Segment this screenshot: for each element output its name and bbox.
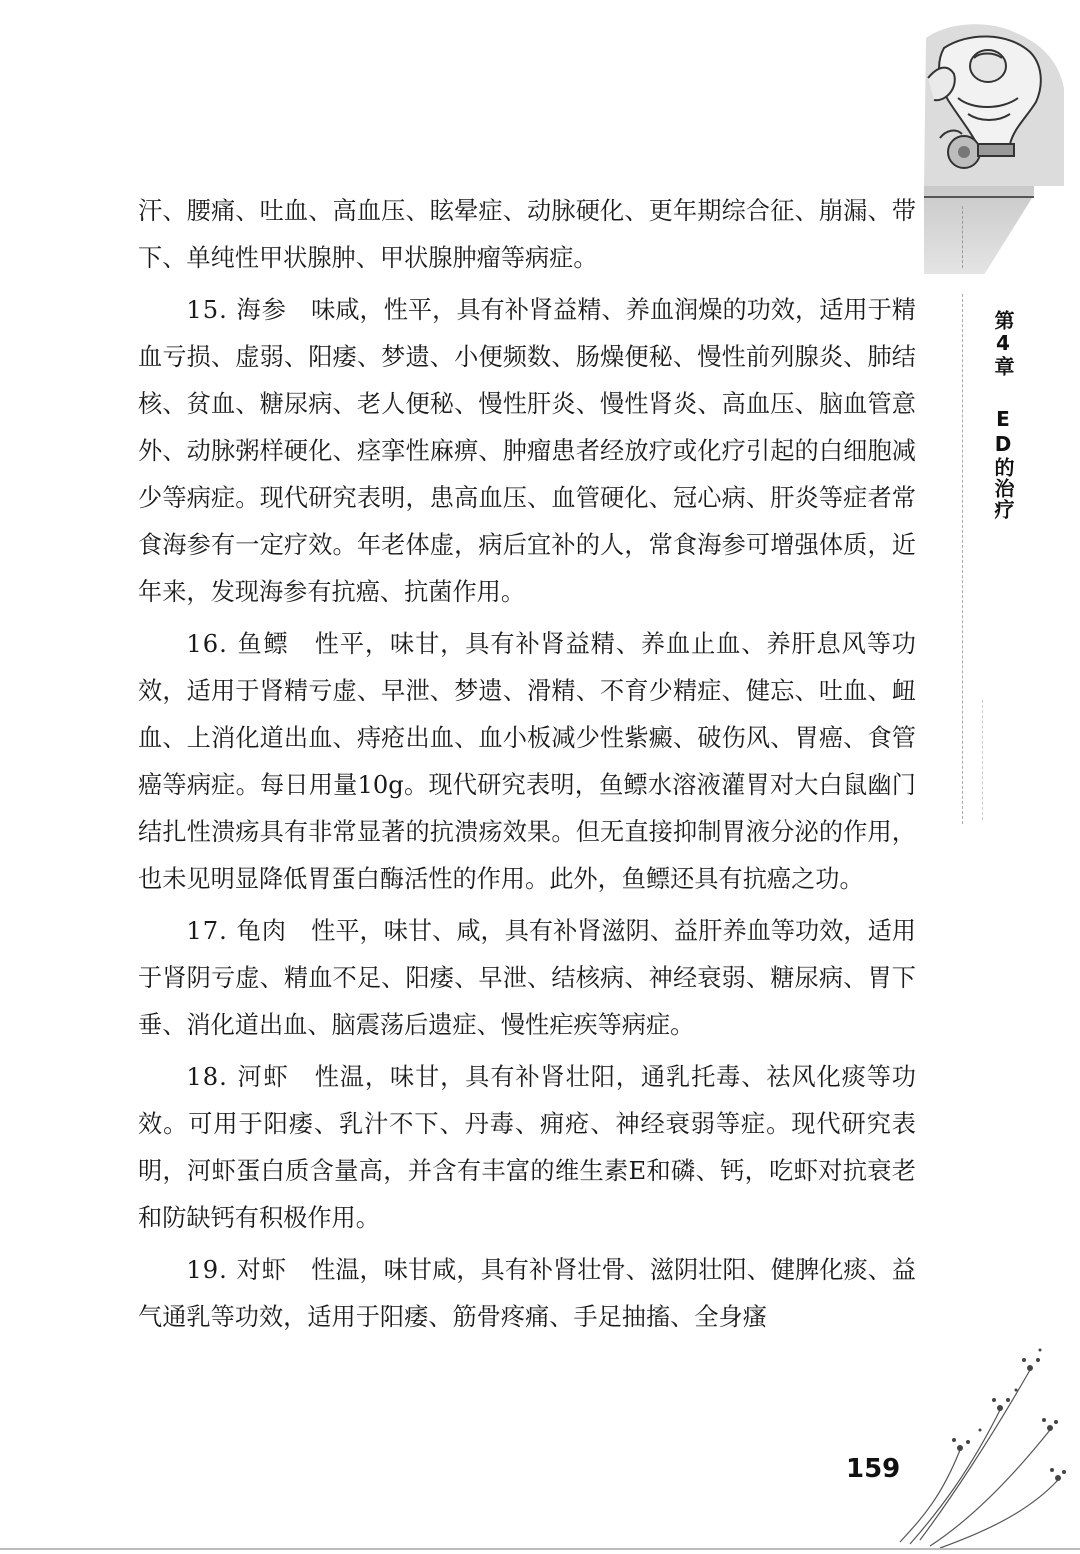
- entry-title: 19. 对虾: [186, 1256, 287, 1284]
- margin-dotted-line: [962, 206, 963, 268]
- corner-grey-band: [924, 186, 1034, 274]
- entry-text: 性平，味甘，具有补肾益精、养血止血、养肝息风等功效，适用于肾精亏虚、早泄、梦遗、滑精、不育少精症、健忘、吐血、衄血、上消化道出血、痔疮出血、血小板减少性紫癜、破伤风、胃癌、食管癌等病症。每日用量10g。现代研究表明，鱼鳔水溶液灌胃对大白鼠幽门结扎性溃疡具有非常显著的抗溃疡效果。但无直接抑制胃液分泌的作用，也未见明显降低胃蛋白酶活性的作用。此外，鱼鳔还具有抗癌之功。: [138, 630, 916, 893]
- entry-title: 16. 鱼鳔: [186, 630, 290, 658]
- body-text: [138, 188, 916, 1346]
- entry-paragraph: [138, 1054, 916, 1242]
- bottom-rule: [0, 1548, 1080, 1550]
- chapter-number: 第4章: [991, 310, 1015, 377]
- entry-title: 15. 海参: [186, 296, 287, 324]
- chapter-title: ED的治疗: [991, 407, 1015, 520]
- entry-title: 18. 河虾: [186, 1063, 290, 1091]
- entry-paragraph: [138, 908, 916, 1049]
- entry-title: 17. 龟肉: [186, 917, 287, 945]
- margin-dotted-line: [962, 294, 963, 824]
- entry-paragraph: [138, 621, 916, 903]
- entry-text: 性温，味甘咸，具有补肾壮骨、滋阴壮阳、健脾化痰、益气通乳等功效，适用于阳痿、筋骨疼痛、手足抽搐、全身瘙: [138, 1256, 916, 1331]
- entry-text: 味咸，性平，具有补肾益精、养血润燥的功效，适用于精血亏损、虚弱、阳痿、梦遗、小便频数、肠燥便秘、慢性前列腺炎、肺结核、贫血、糖尿病、老人便秘、慢性肝炎、慢性肾炎、高血压、脑血管意外、动脉粥样硬化、痉挛性麻痹、肿瘤患者经放疗或化疗引起的白细胞减少等病症。现代研究表明，患高血压、血管硬化、冠心病、肝炎等症者常食海参有一定疗效。年老体虚，病后宜补的人，常食海参可增强体质，近年来，发现海参有抗癌、抗菌作用。: [138, 296, 916, 606]
- flower-sketch-illustration: [880, 1330, 1070, 1550]
- entry-paragraph: [138, 1247, 916, 1341]
- chapter-side-label: [978, 310, 1028, 520]
- paragraph-continued: 汗、腰痛、吐血、高血压、眩晕症、动脉硬化、更年期综合征、崩漏、带下、单纯性甲状腺肿、甲状腺肿瘤等病症。: [138, 197, 916, 272]
- margin-dotted-line: [982, 700, 983, 820]
- page-number: 159: [846, 1454, 901, 1484]
- entry-text: 性平，味甘、咸，具有补肾滋阴、益肝养血等功效，适用于肾阴亏虚、精血不足、阳痿、早泄、结核病、神经衰弱、糖尿病、胃下垂、消化道出血、脑震荡后遗症、慢性疟疾等病症。: [138, 917, 916, 1039]
- entry-text: 性温，味甘，具有补肾壮阳，通乳托毒、祛风化痰等功效。可用于阳痿、乳汁不下、丹毒、痈疮、神经衰弱等症。现代研究表明，河虾蛋白质含量高，并含有丰富的维生素E和磷、钙，吃虾对抗衰老和防缺钙有积极作用。: [138, 1063, 916, 1232]
- entry-paragraph: [138, 287, 916, 616]
- header-rule: [924, 196, 1034, 198]
- muscle-figure-illustration: [918, 18, 1068, 200]
